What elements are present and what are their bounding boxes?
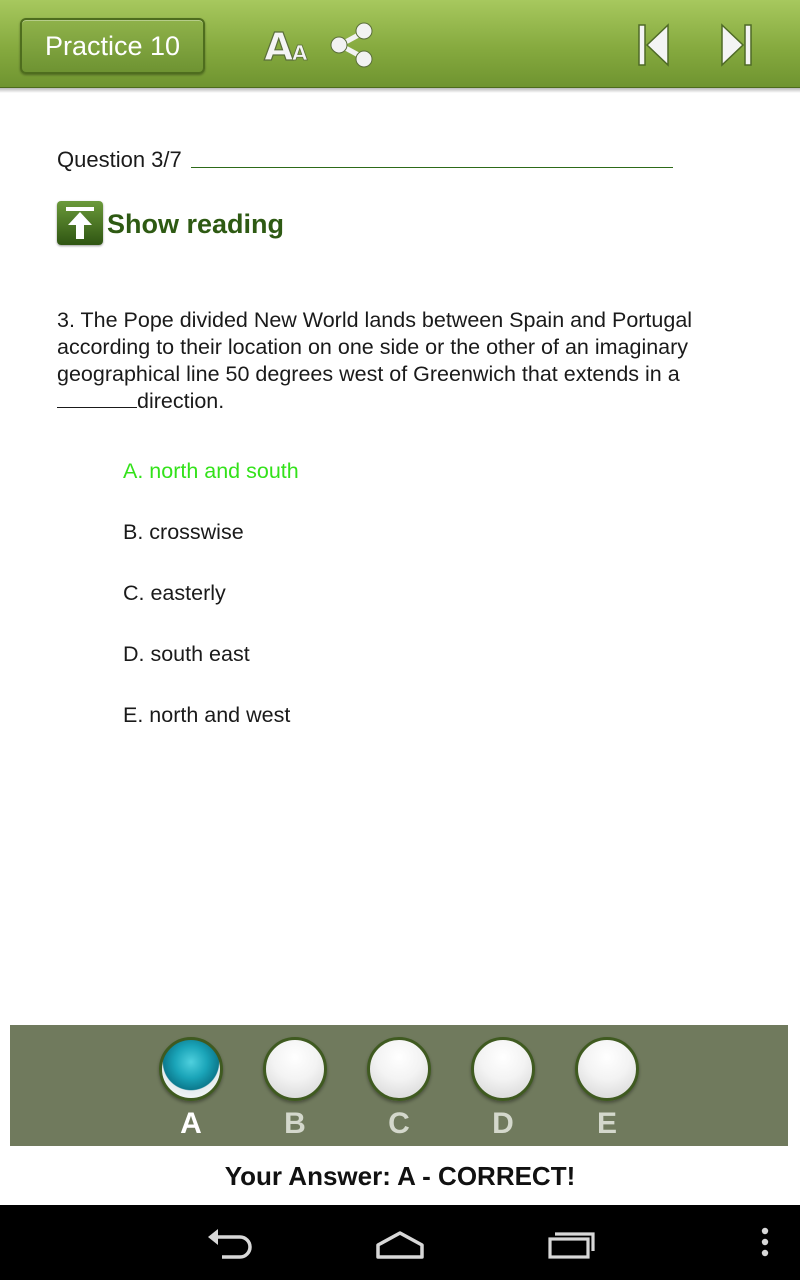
choice-c-label: C — [388, 1107, 410, 1140]
back-icon[interactable] — [200, 1223, 260, 1263]
question-counter: Question 3/7 — [57, 147, 182, 172]
choice-d-button[interactable] — [468, 1037, 538, 1143]
choice-d-label: D — [492, 1107, 514, 1140]
question-text-start: 3. The Pope divided New World lands between Spain and Portugal according to their location on one side or the other of an imaginary geographical line 50 degrees west of Greenwich that extends in a — [57, 308, 693, 386]
question-header — [57, 146, 677, 176]
system-nav-bar — [0, 1205, 800, 1280]
choice-e-button[interactable] — [572, 1037, 642, 1143]
radio-unselected-icon — [367, 1037, 431, 1101]
question-divider — [191, 167, 673, 168]
font-size-icon[interactable] — [262, 20, 312, 70]
option-a[interactable]: A. north and south — [123, 459, 299, 483]
option-d[interactable]: D. south east — [123, 642, 250, 666]
question-text-end: direction. — [137, 389, 225, 413]
choice-b-button[interactable] — [260, 1037, 330, 1143]
choice-e-label: E — [596, 1107, 617, 1140]
choice-b-label: B — [284, 1107, 306, 1140]
answer-options — [123, 456, 723, 761]
share-icon[interactable] — [327, 20, 377, 70]
answer-selector-bar — [10, 1025, 788, 1146]
show-reading-label: Show reading — [107, 209, 285, 239]
menu-icon[interactable] — [752, 1223, 778, 1263]
option-b[interactable]: B. crosswise — [123, 520, 244, 544]
next-icon[interactable] — [712, 20, 762, 70]
recent-apps-icon[interactable] — [541, 1223, 601, 1263]
practice-title-button[interactable]: Practice 10 — [20, 18, 205, 74]
answer-blank — [57, 390, 137, 408]
previous-icon[interactable] — [628, 20, 678, 70]
question-text — [57, 307, 757, 415]
svg-text:A: A — [264, 25, 294, 69]
answer-result: Your Answer: A - CORRECT! — [224, 1161, 576, 1191]
radio-unselected-icon — [471, 1037, 535, 1101]
svg-text:A: A — [292, 41, 308, 65]
radio-unselected-icon — [263, 1037, 327, 1101]
upload-arrow-icon — [57, 201, 103, 245]
choice-c-button[interactable] — [364, 1037, 434, 1143]
choice-a-button[interactable] — [156, 1037, 226, 1143]
radio-selected-icon — [159, 1037, 223, 1101]
home-icon[interactable] — [370, 1223, 430, 1263]
radio-unselected-icon — [575, 1037, 639, 1101]
choice-a-label: A — [180, 1107, 202, 1140]
action-bar — [0, 0, 800, 88]
option-e[interactable]: E. north and west — [123, 703, 291, 727]
show-reading-button[interactable] — [57, 201, 317, 247]
option-c[interactable]: C. easterly — [123, 581, 226, 605]
action-bar-shadow — [0, 88, 800, 93]
